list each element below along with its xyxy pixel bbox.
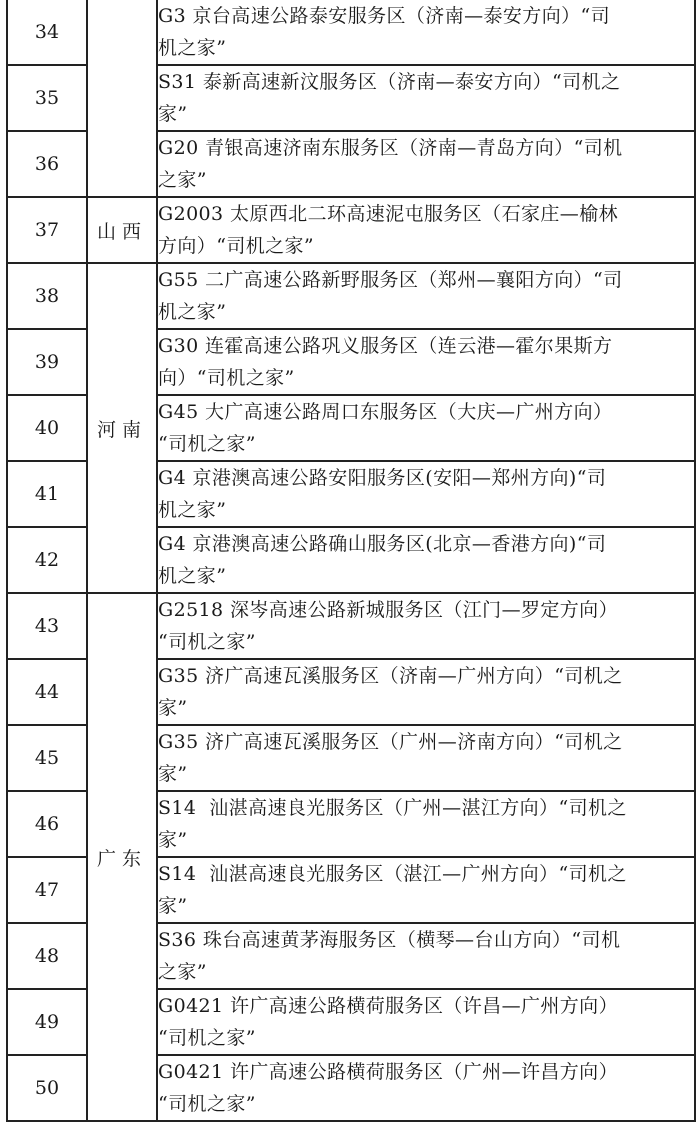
table-row (7, 593, 695, 659)
service-area-cell (157, 989, 695, 1055)
row-number: 43 (7, 593, 87, 659)
desc-line: 方向）“司机之家” (158, 235, 315, 257)
row-number: 34 (7, 0, 87, 65)
table-row (7, 0, 695, 65)
desc-line: G20 青银高速济南东服务区（济南—青岛方向）“司机 (158, 137, 623, 159)
service-area-cell (157, 461, 695, 527)
service-area-cell (157, 725, 695, 791)
service-area-cell (157, 857, 695, 923)
service-area-cell (157, 329, 695, 395)
desc-line: 家” (158, 763, 188, 785)
table-row (7, 263, 695, 329)
service-area-cell (157, 395, 695, 461)
row-number: 35 (7, 65, 87, 131)
row-number: 40 (7, 395, 87, 461)
desc-line: G35 济广高速瓦溪服务区（广州—济南方向）“司机之 (158, 731, 623, 753)
service-area-cell (157, 0, 695, 65)
desc-line: 机之家” (158, 37, 227, 59)
service-area-cell (157, 791, 695, 857)
service-area-cell (157, 131, 695, 197)
desc-line: 家” (158, 103, 188, 125)
province-cell-guangdong: 广东 (87, 593, 157, 1121)
desc-line: G0421 许广高速公路横荷服务区（许昌—广州方向） (158, 995, 618, 1017)
desc-line: “司机之家” (158, 1027, 256, 1049)
row-number: 37 (7, 197, 87, 263)
desc-line: 之家” (158, 169, 207, 191)
desc-line: G45 大广高速公路周口东服务区（大庆—广州方向） (158, 401, 613, 423)
service-area-cell (157, 65, 695, 131)
row-number: 49 (7, 989, 87, 1055)
desc-line: 家” (158, 829, 188, 851)
desc-line: G30 连霍高速公路巩义服务区（连云港—霍尔果斯方 (158, 335, 613, 357)
desc-line: G3 京台高速公路泰安服务区（济南—泰安方向）“司 (158, 5, 611, 27)
row-number: 50 (7, 1055, 87, 1121)
desc-line: “司机之家” (158, 1093, 256, 1115)
desc-line: 机之家” (158, 301, 227, 323)
desc-line: 家” (158, 697, 188, 719)
row-number: 42 (7, 527, 87, 593)
desc-line: S36 珠台高速黄茅海服务区（横琴—台山方向）“司机 (158, 929, 621, 951)
row-number: 44 (7, 659, 87, 725)
desc-line: “司机之家” (158, 631, 256, 653)
row-number: 46 (7, 791, 87, 857)
desc-line: G4 京港澳高速公路确山服务区(北京—香港方向)“司 (158, 533, 607, 555)
desc-line: G2003 太原西北二环高速泥屯服务区（石家庄—榆林 (158, 203, 618, 225)
province-cell-shandong (87, 0, 157, 197)
desc-line: S31 泰新高速新汶服务区（济南—泰安方向）“司机之 (158, 71, 621, 93)
row-number: 45 (7, 725, 87, 791)
service-area-cell (157, 923, 695, 989)
service-area-cell (157, 659, 695, 725)
row-number: 41 (7, 461, 87, 527)
service-area-cell (157, 1055, 695, 1121)
desc-line: S14 汕湛高速良光服务区（湛江—广州方向）“司机之 (158, 863, 627, 885)
service-area-cell (157, 197, 695, 263)
desc-line: 机之家” (158, 565, 227, 587)
province-cell-henan: 河南 (87, 263, 157, 593)
desc-line: 之家” (158, 961, 207, 983)
desc-line: G35 济广高速瓦溪服务区（济南—广州方向）“司机之 (158, 665, 623, 687)
table-row (7, 197, 695, 263)
desc-line: 家” (158, 895, 188, 917)
row-number: 47 (7, 857, 87, 923)
service-area-cell (157, 593, 695, 659)
row-number: 38 (7, 263, 87, 329)
desc-line: 向）“司机之家” (158, 367, 295, 389)
desc-line: G55 二广高速公路新野服务区（郑州—襄阳方向）“司 (158, 269, 623, 291)
desc-line: G4 京港澳高速公路安阳服务区(安阳—郑州方向)“司 (158, 467, 607, 489)
province-cell-shanxi: 山西 (87, 197, 157, 263)
desc-line: 机之家” (158, 499, 227, 521)
row-number: 36 (7, 131, 87, 197)
service-area-table (6, 0, 696, 1122)
desc-line: G2518 深岑高速公路新城服务区（江门—罗定方向） (158, 599, 618, 621)
desc-line: G0421 许广高速公路横荷服务区（广州—许昌方向） (158, 1061, 618, 1083)
row-number: 39 (7, 329, 87, 395)
service-area-cell (157, 263, 695, 329)
desc-line: “司机之家” (158, 433, 256, 455)
service-area-cell (157, 527, 695, 593)
row-number: 48 (7, 923, 87, 989)
desc-line: S14 汕湛高速良光服务区（广州—湛江方向）“司机之 (158, 797, 627, 819)
